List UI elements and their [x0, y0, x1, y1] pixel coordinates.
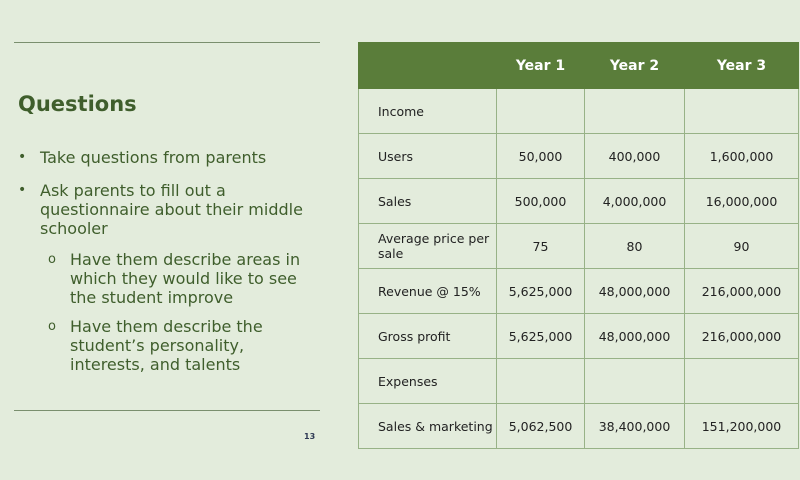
table-cell	[497, 359, 585, 404]
sub-bullet-text: Have them describe areas in which they would like to see the student improve	[70, 250, 301, 307]
row-label: Income	[359, 89, 497, 134]
table-row	[359, 359, 799, 404]
slide-title: Questions	[18, 92, 137, 116]
row-label: Revenue @ 15%	[359, 269, 497, 314]
table-cell: 90	[685, 224, 799, 269]
table-cell: 75	[497, 224, 585, 269]
header-cell-year2: Year 2	[585, 43, 685, 89]
table-row	[359, 89, 799, 134]
header-cell	[359, 43, 497, 89]
hollow-circle-icon: o	[48, 252, 56, 267]
table-cell	[585, 359, 685, 404]
bullet-list	[18, 148, 318, 386]
row-label: Users	[359, 134, 497, 179]
table-cell: 50,000	[497, 134, 585, 179]
table-cell: 5,625,000	[497, 269, 585, 314]
table-cell: 4,000,000	[585, 179, 685, 224]
table-cell: 80	[585, 224, 685, 269]
sub-bullet-text: Have them describe the student’s personality, interests, and talents	[70, 317, 263, 374]
table-cell: 216,000,000	[685, 314, 799, 359]
row-label: Gross profit	[359, 314, 497, 359]
sub-bullet-item	[48, 250, 318, 307]
table-cell: 216,000,000	[685, 269, 799, 314]
table-cell	[497, 89, 585, 134]
row-label: Sales & marketing	[359, 404, 497, 449]
table-cell: 1,600,000	[685, 134, 799, 179]
table-cell: 151,200,000	[685, 404, 799, 449]
row-label: Average price per sale	[359, 224, 497, 269]
row-label: Expenses	[359, 359, 497, 404]
table-cell: 5,625,000	[497, 314, 585, 359]
table-header-row	[359, 43, 799, 89]
table-cell: 48,000,000	[585, 269, 685, 314]
bullet-dot-icon: •	[18, 182, 27, 198]
bullet-text: Ask parents to fill out a questionnaire about their middle schooler	[40, 181, 303, 238]
header-cell-year3: Year 3	[685, 43, 799, 89]
table-row	[359, 224, 799, 269]
table-cell: 16,000,000	[685, 179, 799, 224]
financial-table	[358, 42, 799, 449]
table-row	[359, 314, 799, 359]
table-cell	[685, 359, 799, 404]
table-row	[359, 269, 799, 314]
table-row	[359, 179, 799, 224]
hollow-circle-icon: o	[48, 319, 56, 334]
financial-table-container	[358, 42, 798, 449]
sub-bullet-item	[48, 317, 318, 374]
row-label: Sales	[359, 179, 497, 224]
table-row	[359, 134, 799, 179]
bullet-item	[18, 148, 318, 167]
page-number: 13	[304, 432, 316, 441]
table-cell	[685, 89, 799, 134]
top-divider	[14, 42, 320, 43]
bullet-item	[18, 181, 318, 238]
table-cell: 5,062,500	[497, 404, 585, 449]
bullet-text: Take questions from parents	[40, 148, 267, 167]
table-cell: 48,000,000	[585, 314, 685, 359]
header-cell-year1: Year 1	[497, 43, 585, 89]
bottom-divider	[14, 410, 320, 411]
table-cell	[585, 89, 685, 134]
table-cell: 38,400,000	[585, 404, 685, 449]
table-row	[359, 404, 799, 449]
table-cell: 500,000	[497, 179, 585, 224]
table-cell: 400,000	[585, 134, 685, 179]
bullet-dot-icon: •	[18, 149, 27, 165]
